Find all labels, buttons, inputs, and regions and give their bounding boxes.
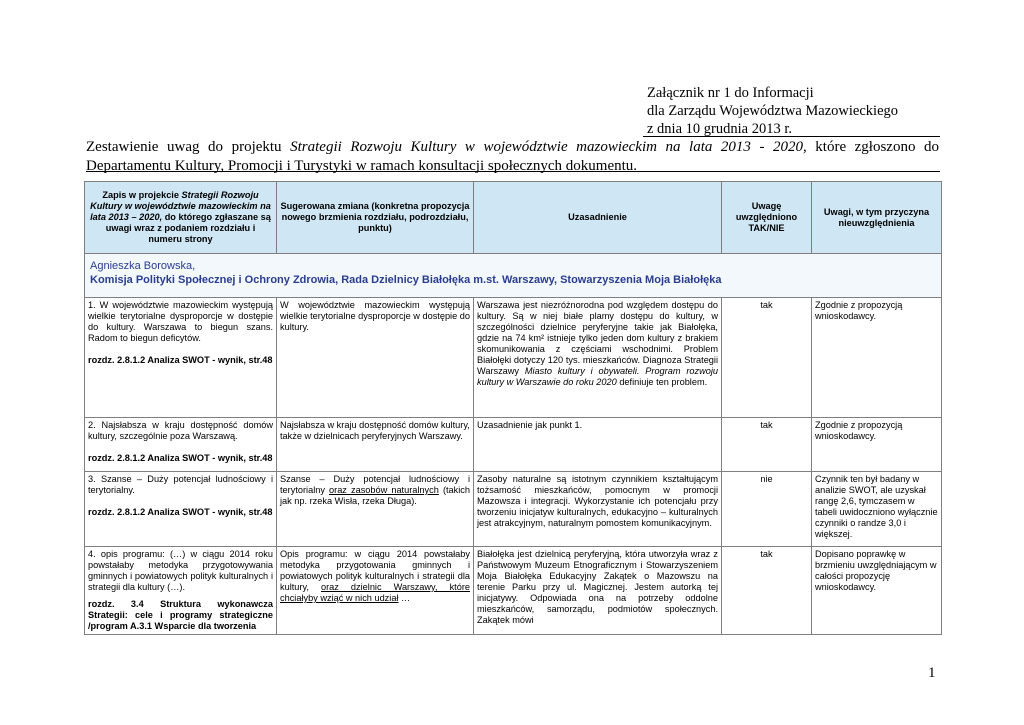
annex-line-2: dla Zarządu Województwa Mazowieckiego — [647, 103, 899, 119]
change-text-a: Opis programu: w ciągu 2014 powstałaby metodyka przygotowania gminnych i powiatowych polityk kulturalnych i strategii dla kultury, — [280, 549, 470, 592]
cell-remarks: Czynnik ten był badany w analizie SWOT, ale uzyskał rangę 2,6, tymczasem w tabeli uwidoczniono wyłącznie czynniki o randze 3,0 i większej. — [812, 472, 942, 547]
annex-header — [647, 84, 947, 138]
cell-remarks: Zgodnie z propozycją wnioskodawcy. — [812, 418, 942, 472]
record-text: 1. W województwie mazowieckim występują wielkie terytorialne dysproporcje w dostępie do kultury. Warszawa to biegun szans. Radom to biegun deficytów. — [88, 300, 273, 343]
reason-text-b: definiuje ten problem. — [619, 377, 708, 387]
cell-remarks: Dopisano poprawkę w brzmieniu uwzględniającym w całości propozycję wnioskodawcy. — [812, 547, 942, 635]
header-record-line1: Zapis w projekcie — [102, 190, 179, 200]
cell-change: Najsłabsza w kraju dostępność domów kultury, także w dzielnicach peryferyjnych Warszawy. — [277, 418, 474, 472]
header-record-strategy: Strategii Rozwoju Kultury w województwie mazowieckim na lata 2013 – 2020, — [90, 190, 271, 222]
annex-line-1: Załącznik nr 1 do Informacji — [647, 85, 814, 101]
header-reason: Uzasadnienie — [474, 182, 722, 254]
title-prefix: Zestawienie uwag do projektu — [86, 139, 282, 155]
table-row — [85, 472, 942, 547]
cell-change: W województwie mazowieckim występują wielkie terytorialne dysproporcje w dostępie do kultury. — [277, 298, 474, 418]
cell-record — [85, 547, 277, 635]
title-rule-top — [643, 136, 940, 137]
group-row — [85, 254, 942, 298]
annex-line-3: z dnia 10 grudnia 2013 r. — [647, 121, 792, 137]
title-strategy-name: Strategii Rozwoju Kultury w województwie mazowieckim na lata 2013 - 2020 — [290, 139, 803, 155]
page-number: 1 — [928, 665, 936, 681]
title-rule-bottom — [86, 171, 940, 172]
cell-remarks: Zgodnie z propozycją wnioskodawcy. — [812, 298, 942, 418]
header-record-line2: do którego zgłaszane są uwagi wraz z podaniem rozdziału i numeru strony — [105, 212, 271, 244]
change-text-underlined: oraz dzielnic Warszawy, które chciałyby wziąć w nich udział — [280, 582, 470, 603]
cell-change — [277, 547, 474, 635]
comments-table — [84, 181, 942, 635]
cell-accepted: tak — [722, 298, 812, 418]
table-header-row — [85, 182, 942, 254]
cell-reason: Uzasadnienie jak punkt 1. — [474, 418, 722, 472]
header-change: Sugerowana zmiana (konkretna propozycja nowego brzmienia rozdziału, podrozdziału, punktu) — [277, 182, 474, 254]
change-text-underlined: oraz zasobów naturalnych — [329, 485, 439, 495]
cell-reason — [474, 298, 722, 418]
cell-change — [277, 472, 474, 547]
group-cell — [85, 254, 942, 298]
record-section: rozdz. 2.8.1.2 Analiza SWOT - wynik, str.48 — [88, 507, 273, 517]
record-section: rozdz. 2.8.1.2 Analiza SWOT - wynik, str.48 — [88, 355, 273, 365]
cell-record — [85, 418, 277, 472]
record-text: 4. opis programu: (…) w ciągu 2014 roku powstałaby metodyka przygotowywania gminnych i powiatowych polityk kulturalnych i strategii dla kultury (…). — [88, 549, 273, 592]
change-text-b: … — [401, 593, 411, 603]
cell-accepted: tak — [722, 418, 812, 472]
record-text: 2. Najsłabsza w kraju dostępność domów kultury, szczególnie poza Warszawą. — [88, 420, 273, 441]
cell-record — [85, 472, 277, 547]
group-organisations: Komisja Polityki Społecznej i Ochrony Zdrowia, Rada Dzielnicy Białołęka m.st. Warszawy, Stowarzyszenia Moja Białołęka — [90, 274, 722, 286]
change-text-a: Szanse – Duży potencjał ludnościowy i terytorialny — [280, 474, 470, 495]
table-row — [85, 298, 942, 418]
table-row — [85, 547, 942, 635]
header-remarks: Uwagi, w tym przyczyna nieuwzględnienia — [812, 182, 942, 254]
record-text: 3. Szanse – Duży potencjał ludnościowy i terytorialny. — [88, 474, 273, 495]
header-accepted: Uwagę uwzględniono TAK/NIE — [722, 182, 812, 254]
header-record — [85, 182, 277, 254]
group-name: Agnieszka Borowska, — [90, 260, 196, 272]
title-suffix: , które zgłoszono do Departamentu Kultury, Promocji i Turystyki w ramach konsultacji społecznych dokumentu. — [86, 139, 940, 174]
cell-reason: Białołęka jest dzielnicą peryferyjną, która utworzyła wraz z Państwowym Muzeum Etnograficznym i Stowarzyszeniem Moja Białołęka Edukacyjny Zakątek o Mazowszu na terenie Parku przy ul. Magicznej. Jestem autorką tej inicjatywy. Odpowiada ona na potrzeby oddolne mieszkańców, samorządu, podmiotów społecznych. Zakątek mówi — [474, 547, 722, 635]
reason-program-title: Miasto kultury i obywateli. Program rozwoju kultury w Warszawie do roku 2020 — [477, 366, 718, 387]
change-text-b: (takich jak np. rzeka Wisła, rzeka Długa). — [280, 485, 470, 506]
cell-accepted: nie — [722, 472, 812, 547]
cell-accepted: tak — [722, 547, 812, 635]
record-section: rozdz. 2.8.1.2 Analiza SWOT - wynik, str.48 — [88, 453, 273, 463]
reason-text-a: Warszawa jest niezróżnorodna pod względem dostępu do kultury. Są w niej białe plamy dostępu do kultury, w szczególności dzielnice peryferyjne takie jak Białołęka, gdzie na 74 km² istnieje tylko jeden dom kultury z brakiem skomunikowania z częściami wschodnimi. Problem Białołęki dotyczy 120 tys. mieszkańców. Diagnoza Strategii Warszawy — [477, 300, 718, 376]
cell-record — [85, 298, 277, 418]
record-section: rozdz. 3.4 Struktura wykonawcza Strategii: cele i programy strategiczne /program A.3.1 Wsparcie dla tworzenia — [88, 599, 273, 631]
table-row — [85, 418, 942, 472]
cell-reason: Zasoby naturalne są istotnym czynnikiem kształtującym tożsamość mieszkańców, pomocnym w promocji Mazowsza i integracji. Wykorzystanie ich potencjału przy tworzeniu inicjatyw kulturalnych, edukacyjno – kulturalnych jest atrakcyjnym, naturalnym pomostem komunikacyjnym. — [474, 472, 722, 547]
